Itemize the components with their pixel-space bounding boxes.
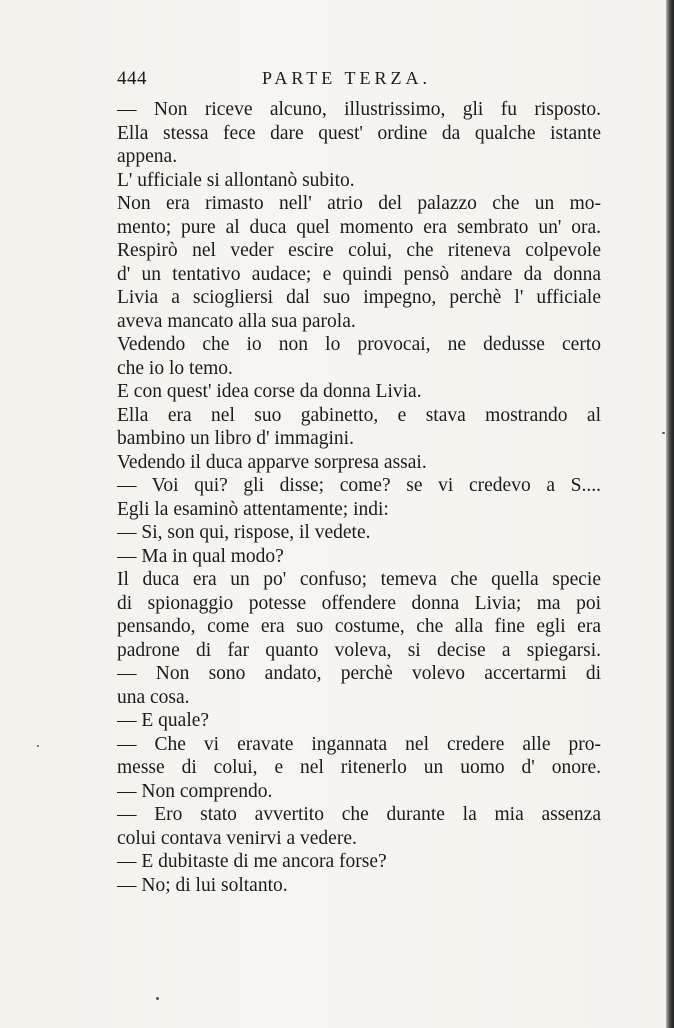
page-header <box>117 68 607 96</box>
scan-speck <box>662 432 665 434</box>
text-line: — Ma in qual modo? <box>117 545 284 567</box>
text-line: di spionaggio potesse offendere donna Livia; ma poi <box>117 592 601 614</box>
text-line: Respirò nel veder escire colui, che riteneva colpevole <box>117 240 601 261</box>
scan-speck <box>156 997 159 1000</box>
text-line: Il duca era un po' confuso; temeva che quella specie <box>117 569 601 590</box>
text-line: aveva mancato alla sua parola. <box>117 310 356 332</box>
page-binding-edge <box>666 0 674 1028</box>
text-line: Non era rimasto nell' atrio del palazzo che un mo- <box>117 193 601 214</box>
text-line: — Non comprendo. <box>117 780 273 802</box>
text-line: una cosa. <box>117 686 190 708</box>
text-line: appena. <box>117 146 178 167</box>
text-line: — Non riceve alcuno, illustrissimo, gli fu risposto. <box>117 99 601 120</box>
text-line: — Voi qui? gli disse; come? se vi credevo a S.... <box>117 475 601 496</box>
text-line: — No; di lui soltanto. <box>117 874 288 896</box>
text-line: mento; pure al duca quel momento era sembrato un' ora. <box>117 216 601 238</box>
running-title: PARTE TERZA. <box>262 68 431 88</box>
page-number: 444 <box>117 68 147 89</box>
text-line: colui contava venirvi a vedere. <box>117 827 357 849</box>
text-line: — Ero stato avvertito che durante la mia assenza <box>117 804 601 825</box>
text-line: pensando, come era suo costume, che alla fine egli era <box>117 616 601 637</box>
text-line: Vedendo che io non lo provocai, ne dedusse certo <box>117 334 601 355</box>
text-line: padrone di far quanto voleva, si decise a spiegarsi. <box>117 639 601 661</box>
body-text <box>117 98 601 897</box>
text-line: — E dubitaste di me ancora forse? <box>117 851 387 872</box>
text-line: Ella era nel suo gabinetto, e stava mostrando al <box>117 404 601 426</box>
text-line: Livia a sciogliersi dal suo impegno, perchè l' ufficiale <box>117 287 601 308</box>
scan-speck <box>37 745 39 747</box>
text-line: — E quale? <box>117 710 210 731</box>
text-line: bambino un libro d' immagini. <box>117 428 354 449</box>
text-line: d' un tentativo audace; e quindi pensò andare da donna <box>117 263 601 285</box>
text-line: E con quest' idea corse da donna Livia. <box>117 381 422 402</box>
text-line: Vedendo il duca apparve sorpresa assai. <box>117 451 427 473</box>
text-line: — Che vi eravate ingannata nel credere alle pro- <box>117 733 601 755</box>
text-line: — Si, son qui, rispose, il vedete. <box>117 522 371 543</box>
text-line: Ella stessa fece dare quest' ordine da qualche istante <box>117 122 601 144</box>
text-line: — Non sono andato, perchè volevo accertarmi di <box>117 663 601 684</box>
text-line: messe di colui, e nel ritenerlo un uomo d' onore. <box>117 757 601 778</box>
text-line: L' ufficiale si allontanò subito. <box>117 169 355 191</box>
text-line: che io lo temo. <box>117 357 233 379</box>
text-line: Egli la esaminò attentamente; indi: <box>117 498 389 520</box>
